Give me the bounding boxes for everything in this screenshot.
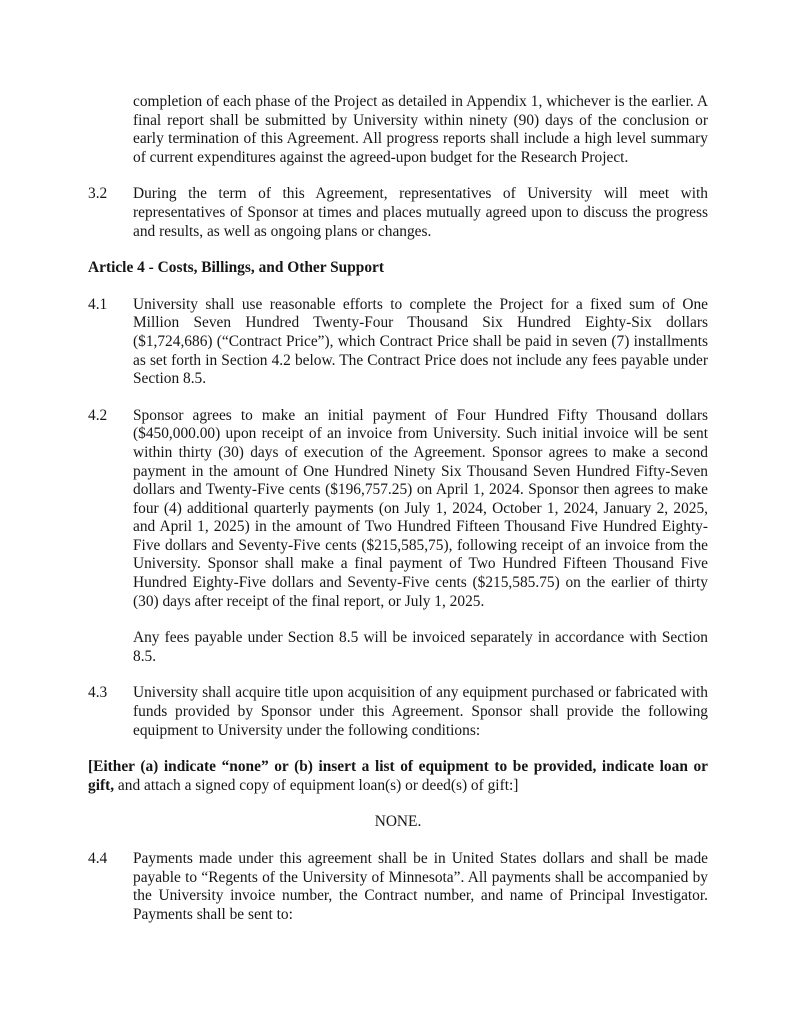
equipment-none-value: NONE. [374, 813, 422, 831]
equipment-instruction-regular-text: and attach a signed copy of equipment loan(s) or deed(s) of gift:] [114, 776, 519, 794]
section-3-2-text: During the term of this Agreement, representatives of University will meet with representatives of Sponsor at times and places mutually agreed upon to discuss the progress and results, as well as ongoing plans or changes. [133, 185, 708, 240]
paragraph-3-1-continuation: completion of each phase of the Project as detailed in Appendix 1, whichever is the earlier. A final report shall be submitted by University within ninety (90) days of the conclusion or early termination of this Agreement. All progress reports shall include a high level summary of current expenditures against the agreed-upon budget for the Research Project. [133, 93, 708, 166]
section-4-3 [88, 684, 708, 740]
page-content [88, 93, 708, 942]
section-4-3-text: University shall acquire title upon acquisition of any equipment purchased or fabricated with funds provided by Sponsor under this Agreement. Sponsor shall provide the following equipment to University under the following conditions: [133, 684, 708, 739]
section-4-2-text: Sponsor agrees to make an initial payment of Four Hundred Fifty Thousand dollars ($450,000.00) upon receipt of an invoice from University. Such initial invoice will be sent within thirty (30) days of execution of the Agreement. Sponsor agrees to make a second payment in the amount of One Hundred Ninety Six Thousand Seven Hundred Fifty-Seven dollars and Twenty-Five cents ($196,757.25) on April 1, 2024. Sponsor then agrees to make four (4) additional quarterly payments (on July 1, 2024, October 1, 2024, January 2, 2025, and April 1, 2025) in the amount of Two Hundred Fifteen Thousand Five Hundred Eighty-Five dollars and Seventy-Five cents ($215,585,75), following receipt of an invoice from the University. Sponsor shall make a final payment of Two Hundred Fifteen Thousand Five Hundred Eighty-Five dollars and Seventy-Five cents ($215,585.75) on the earlier of thirty (30) days after receipt of the final report, or July 1, 2025. [133, 406, 708, 610]
section-4-2 [88, 407, 708, 612]
section-4-4-text: Payments made under this agreement shall be in United States dollars and shall be made payable to “Regents of the University of Minnesota”. All payments shall be accompanied by the University invoice number, the Contract number, and name of Principal Investigator. Payments shall be sent to: [133, 850, 708, 923]
section-4-4-number: 4.4 [88, 850, 108, 867]
section-4-1 [88, 296, 708, 389]
section-4-2-number: 4.2 [88, 406, 108, 424]
fees-note-paragraph: Any fees payable under Section 8.5 will be invoiced separately in accordance with Section 8.5. [133, 629, 708, 665]
section-3-2 [88, 185, 708, 241]
equipment-instruction-paragraph [88, 758, 708, 795]
section-3-2-number: 3.2 [88, 185, 108, 203]
section-4-1-text: University shall use reasonable efforts to complete the Project for a fixed sum of One Million Seven Hundred Twenty-Four Thousand Six Hundred Eighty-Six dollars ($1,724,686) (“Contract Price”), which Contract Price shall be paid in seven (7) installments as set forth in Section 4.2 below. The Contract Price does not include any fees payable under Section 8.5. [133, 295, 708, 388]
section-4-1-number: 4.1 [88, 295, 108, 313]
equipment-instruction-bold-text: [Either (a) indicate “none” or (b) insert a list of equipment to be provided, indicate loan or gift, [88, 758, 708, 794]
article-4-heading: Article 4 - Costs, Billings, and Other Support [88, 259, 385, 277]
section-4-3-number: 4.3 [88, 684, 108, 702]
section-4-4 [88, 850, 708, 924]
